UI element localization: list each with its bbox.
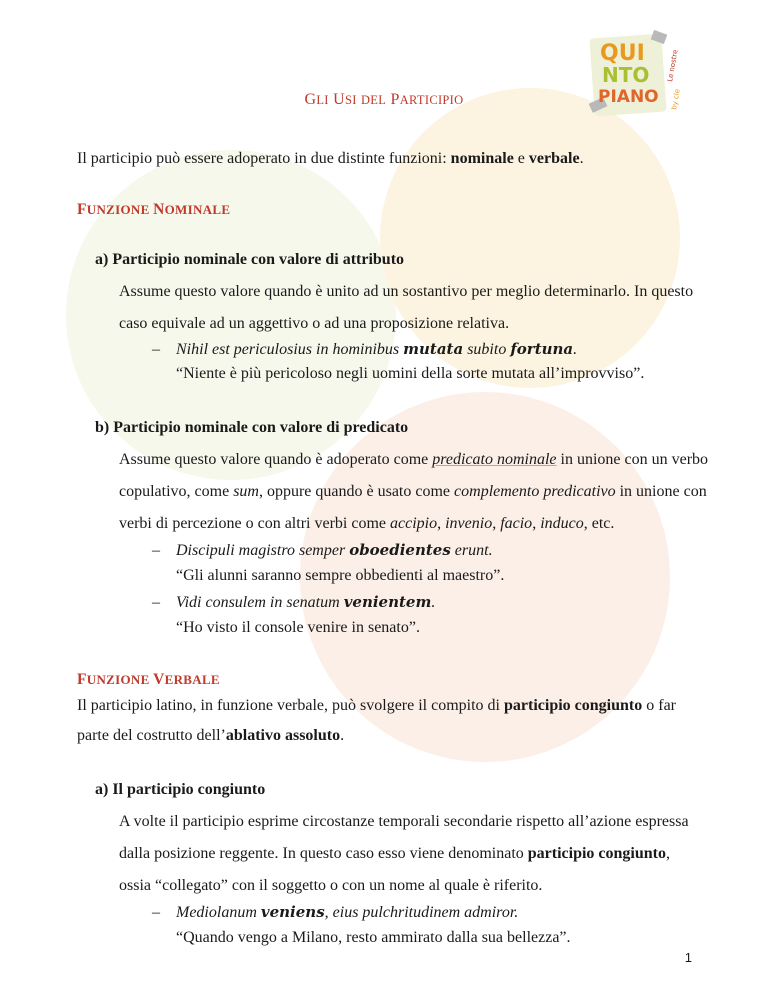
- attributo-translation: “Niente è più pericoloso negli uomini della sorte mutata all’improvviso”.: [176, 365, 645, 382]
- logo-side2: by cle: [670, 88, 682, 111]
- logo-line2: NTO: [602, 63, 650, 87]
- page-title: GLI USI DEL PARTICIPIO: [304, 91, 464, 108]
- predicato-translation-1: “Gli alunni saranno sempre obbedienti al maestro”.: [176, 567, 505, 584]
- predicato-line-3: verbi di percezione o con altri verbi come accipio, invenio, facio, induco, etc.: [119, 515, 615, 532]
- predicato-example-2: – Vidi consulem in senatum venientem.: [152, 593, 436, 611]
- logo-side1: Le nostre: [666, 48, 680, 83]
- subheading-predicato: b) Participio nominale con valore di predicato: [95, 419, 409, 436]
- intro-paragraph: Il participio può essere adoperato in due distinte funzioni: nominale e verbale.: [77, 150, 584, 167]
- subheading-congiunto: a) Il participio congiunto: [95, 781, 266, 798]
- section-heading-verbale: FUNZIONE VERBALE: [77, 671, 220, 688]
- attributo-example: – Nihil est periculosius in hominibus mutata subito fortuna.: [152, 340, 578, 358]
- congiunto-line-1: A volte il participio esprime circostanze temporali secondarie rispetto all’azione espressa: [119, 813, 689, 830]
- attributo-line-1: Assume questo valore quando è unito ad un sostantivo per meglio determinarlo. In questo: [119, 283, 694, 300]
- section-heading-nominale: FUNZIONE NOMINALE: [77, 201, 231, 218]
- predicato-translation-2: “Ho visto il console venire in senato”.: [176, 619, 420, 636]
- verbale-line-2: parte del costrutto dell’ablativo assoluto.: [77, 727, 345, 744]
- logo-line1: QUI: [600, 41, 645, 66]
- predicato-example-1: – Discipuli magistro semper oboedientes erunt.: [152, 541, 493, 559]
- verbale-line-1: Il participio latino, in funzione verbale, può svolgere il compito di participio congiunto o far: [77, 697, 676, 714]
- predicato-line-1: Assume questo valore quando è adoperato come predicato nominale in unione con un verbo: [119, 451, 709, 468]
- logo-line3: PIANO: [598, 87, 659, 107]
- attributo-line-2: caso equivale ad un aggettivo o ad una proposizione relativa.: [119, 315, 510, 332]
- congiunto-line-2: dalla posizione reggente. In questo caso esso viene denominato participio congiunto,: [119, 845, 670, 862]
- predicato-line-2: copulativo, come sum, oppure quando è usato come complemento predicativo in unione con: [119, 483, 707, 500]
- congiunto-example: – Mediolanum veniens, eius pulchritudinem admiror.: [152, 903, 519, 921]
- congiunto-line-3: ossia “collegato” con il soggetto o con un nome al quale è riferito.: [119, 877, 543, 894]
- congiunto-translation: “Quando vengo a Milano, resto ammirato dalla sua bellezza”.: [176, 929, 571, 946]
- page-number: 1: [684, 950, 692, 965]
- subheading-attributo: a) Participio nominale con valore di attributo: [95, 251, 405, 268]
